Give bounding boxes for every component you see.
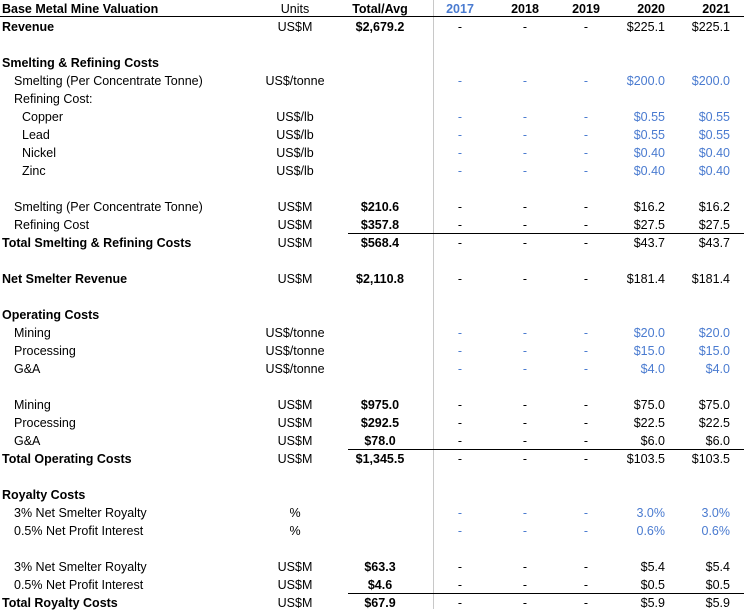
year-cell-2019[interactable]: - <box>583 146 589 160</box>
year-cell-2017[interactable]: - <box>457 524 463 538</box>
year-cell-2017[interactable]: - <box>457 560 463 574</box>
year-cell-2018[interactable]: - <box>522 272 528 286</box>
units-cell[interactable]: US$/tonne <box>265 362 325 376</box>
year-cell-2018[interactable]: - <box>522 146 528 160</box>
row-label[interactable]: Lead <box>22 128 50 142</box>
year-cell-2017[interactable] <box>420 90 500 108</box>
year-cell-2017[interactable] <box>420 306 500 324</box>
year-cell-2020[interactable] <box>600 90 665 108</box>
year-cell-2017[interactable]: - <box>457 416 463 430</box>
year-cell-2017[interactable]: - <box>457 326 463 340</box>
total-cell[interactable] <box>340 108 420 126</box>
total-cell[interactable] <box>340 306 420 324</box>
year-cell-2021[interactable] <box>665 90 730 108</box>
units-header[interactable]: Units <box>280 2 310 16</box>
year-cell-2017[interactable]: - <box>457 128 463 142</box>
year-cell-2020[interactable] <box>600 306 665 324</box>
year-cell-2020[interactable]: $6.0 <box>640 434 665 448</box>
year-cell-2017[interactable]: - <box>457 362 463 376</box>
year-cell-2019[interactable]: - <box>583 218 589 232</box>
row-label[interactable]: 3% Net Smelter Royalty <box>14 560 147 574</box>
year-cell-2018[interactable]: - <box>522 236 528 250</box>
year-cell-2021[interactable]: 3.0% <box>701 506 730 520</box>
row-label[interactable]: Smelting (Per Concentrate Tonne) <box>14 74 203 88</box>
year-cell-2017[interactable]: - <box>457 344 463 358</box>
units-cell[interactable]: US$M <box>277 416 313 430</box>
units-cell[interactable]: US$M <box>277 452 313 466</box>
year-cell-2020[interactable]: $200.0 <box>626 74 665 88</box>
year-cell-2021[interactable]: $5.9 <box>705 596 730 610</box>
year-cell-2017[interactable]: - <box>457 146 463 160</box>
year-cell-2019[interactable]: - <box>583 362 589 376</box>
year-cell-2021[interactable]: 0.6% <box>701 524 730 538</box>
total-cell[interactable]: $975.0 <box>360 398 400 412</box>
year-cell-2018[interactable]: - <box>522 344 528 358</box>
year-cell-2019[interactable]: - <box>583 326 589 340</box>
total-cell[interactable]: $78.0 <box>364 434 396 448</box>
row-label[interactable]: 0.5% Net Profit Interest <box>14 524 144 538</box>
total-header[interactable]: Total/Avg <box>352 2 408 16</box>
year-cell-2018[interactable]: - <box>522 20 528 34</box>
table-row <box>0 90 744 108</box>
year-cell-2018[interactable]: - <box>522 164 528 178</box>
table-row <box>0 360 744 378</box>
year-cell-2019[interactable]: - <box>583 398 589 412</box>
year-cell-2020[interactable]: $0.55 <box>633 110 665 124</box>
row-label[interactable]: 0.5% Net Profit Interest <box>14 578 144 592</box>
year-cell-2020[interactable]: $20.0 <box>633 326 665 340</box>
year-cell-2020[interactable]: $0.55 <box>633 128 665 142</box>
year-cell-2017[interactable]: - <box>457 272 463 286</box>
units-cell[interactable]: US$/lb <box>276 110 314 124</box>
year-cell-2017[interactable]: - <box>457 20 463 34</box>
year-cell-2021[interactable]: $27.5 <box>698 218 730 232</box>
year-cell-2019[interactable]: - <box>583 20 589 34</box>
total-cell[interactable] <box>340 342 420 360</box>
year-cell-2021[interactable]: $103.5 <box>691 452 730 466</box>
year-cell-2021[interactable]: $0.55 <box>698 128 730 142</box>
year-header-2021[interactable]: 2021 <box>702 2 730 16</box>
total-cell[interactable]: $63.3 <box>364 560 396 574</box>
units-cell[interactable]: US$/lb <box>276 146 314 160</box>
year-cell-2017[interactable]: - <box>457 452 463 466</box>
table-row <box>0 414 744 432</box>
row-label[interactable]: Mining <box>14 398 51 412</box>
units-cell[interactable]: US$M <box>277 560 313 574</box>
year-cell-2021[interactable] <box>665 54 730 72</box>
year-cell-2020[interactable]: $22.5 <box>633 416 665 430</box>
row-label[interactable]: Processing <box>14 416 76 430</box>
year-cell-2018[interactable]: - <box>522 452 528 466</box>
row-label[interactable]: Total Royalty Costs <box>2 596 118 610</box>
table-row <box>0 324 744 342</box>
year-cell-2018[interactable]: - <box>522 110 528 124</box>
row-label[interactable]: Total Operating Costs <box>2 452 132 466</box>
table-row <box>0 234 744 252</box>
units-cell[interactable]: US$M <box>277 596 313 610</box>
table-row <box>0 270 744 288</box>
year-cell-2021[interactable]: $75.0 <box>698 398 730 412</box>
row-label[interactable]: Operating Costs <box>2 308 100 322</box>
year-cell-2019[interactable]: - <box>583 164 589 178</box>
year-cell-2020[interactable]: $16.2 <box>633 200 665 214</box>
year-cell-2017[interactable]: - <box>457 398 463 412</box>
year-cell-2018[interactable]: - <box>522 128 528 142</box>
row-label[interactable]: Refining Cost <box>14 218 90 232</box>
year-cell-2019[interactable]: - <box>583 110 589 124</box>
year-cell-2020[interactable]: 3.0% <box>636 506 665 520</box>
total-cell[interactable] <box>340 54 420 72</box>
year-cell-2019[interactable]: - <box>583 344 589 358</box>
table-row <box>0 54 744 72</box>
total-cell[interactable] <box>340 90 420 108</box>
year-cell-2017[interactable]: - <box>457 164 463 178</box>
year-cell-2019[interactable]: - <box>583 128 589 142</box>
year-cell-2018[interactable]: - <box>522 560 528 574</box>
year-cell-2021[interactable]: $16.2 <box>698 200 730 214</box>
year-cell-2017[interactable] <box>420 486 500 504</box>
year-cell-2021[interactable]: $15.0 <box>698 344 730 358</box>
row-label[interactable]: Processing <box>14 344 76 358</box>
year-cell-2018[interactable]: - <box>522 398 528 412</box>
row-label[interactable]: G&A <box>14 362 41 376</box>
year-cell-2021[interactable]: $0.5 <box>705 578 730 592</box>
total-cell[interactable]: $210.6 <box>360 200 400 214</box>
row-label[interactable]: G&A <box>14 434 41 448</box>
year-cell-2018[interactable]: - <box>522 434 528 448</box>
table-row <box>0 396 744 414</box>
units-cell[interactable]: US$/lb <box>276 128 314 142</box>
units-cell[interactable] <box>250 54 340 72</box>
year-cell-2019[interactable]: - <box>583 524 589 538</box>
table-row <box>0 432 744 450</box>
total-cell[interactable] <box>340 486 420 504</box>
year-cell-2020[interactable]: $5.9 <box>640 596 665 610</box>
total-cell[interactable] <box>340 144 420 162</box>
units-cell[interactable]: % <box>289 506 301 520</box>
units-cell[interactable] <box>250 306 340 324</box>
year-cell-2020[interactable]: $181.4 <box>626 272 665 286</box>
year-header-2019[interactable]: 2019 <box>572 2 600 16</box>
row-label[interactable]: Total Smelting & Refining Costs <box>2 236 192 250</box>
year-cell-2020[interactable]: $225.1 <box>626 20 665 34</box>
year-cell-2018[interactable]: - <box>522 218 528 232</box>
total-cell[interactable] <box>340 162 420 180</box>
row-label[interactable]: Refining Cost: <box>14 92 93 106</box>
year-cell-2019[interactable]: - <box>583 452 589 466</box>
total-cell[interactable]: $1,345.5 <box>355 452 405 466</box>
units-cell[interactable] <box>250 486 340 504</box>
year-cell-2020[interactable] <box>600 54 665 72</box>
total-cell[interactable] <box>340 72 420 90</box>
year-cell-2017[interactable] <box>420 54 500 72</box>
year-cell-2017[interactable]: - <box>457 596 463 610</box>
year-cell-2017[interactable]: - <box>457 218 463 232</box>
table-row <box>0 72 744 90</box>
year-cell-2020[interactable]: $0.5 <box>640 578 665 592</box>
table-row <box>0 216 744 234</box>
total-cell[interactable] <box>340 522 420 540</box>
year-cell-2019[interactable]: - <box>583 200 589 214</box>
row-label[interactable]: Royalty Costs <box>2 488 86 502</box>
table-row <box>0 558 744 576</box>
table-row <box>0 450 744 468</box>
units-cell[interactable] <box>250 90 340 108</box>
total-cell[interactable] <box>340 324 420 342</box>
units-cell[interactable]: US$/tonne <box>265 326 325 340</box>
year-cell-2017[interactable]: - <box>457 74 463 88</box>
year-cell-2019[interactable]: - <box>583 434 589 448</box>
table-row <box>0 486 744 504</box>
table-row <box>0 108 744 126</box>
year-cell-2021[interactable]: $6.0 <box>705 434 730 448</box>
year-cell-2017[interactable]: - <box>457 200 463 214</box>
units-cell[interactable]: % <box>289 524 301 538</box>
year-cell-2018[interactable]: - <box>522 74 528 88</box>
total-cell[interactable]: $67.9 <box>364 596 396 610</box>
year-cell-2021[interactable]: $5.4 <box>705 560 730 574</box>
units-cell[interactable]: US$M <box>277 398 313 412</box>
row-label[interactable]: Mining <box>14 326 51 340</box>
year-cell-2017[interactable]: - <box>457 578 463 592</box>
year-cell-2018[interactable]: - <box>522 200 528 214</box>
row-label[interactable]: Smelting (Per Concentrate Tonne) <box>14 200 203 214</box>
table-row <box>0 126 744 144</box>
year-cell-2019[interactable]: - <box>583 416 589 430</box>
year-cell-2017[interactable]: - <box>457 506 463 520</box>
year-cell-2021[interactable]: $225.1 <box>691 20 730 34</box>
year-cell-2017[interactable]: - <box>457 434 463 448</box>
row-label[interactable]: Net Smelter Revenue <box>2 272 128 286</box>
year-cell-2018[interactable]: - <box>522 326 528 340</box>
year-header-2020[interactable]: 2020 <box>637 2 665 16</box>
header-underline <box>0 16 744 17</box>
table-row <box>0 504 744 522</box>
table-row <box>0 594 744 612</box>
year-cell-2020[interactable]: $4.0 <box>640 362 665 376</box>
units-cell[interactable]: US$M <box>277 434 313 448</box>
year-cell-2017[interactable]: - <box>457 236 463 250</box>
table-row <box>0 522 744 540</box>
units-cell[interactable]: US$M <box>277 218 313 232</box>
units-cell[interactable]: US$/tonne <box>265 344 325 358</box>
total-cell[interactable]: $568.4 <box>360 236 400 250</box>
year-cell-2021[interactable] <box>665 486 730 504</box>
year-cell-2020[interactable]: $75.0 <box>633 398 665 412</box>
row-label[interactable]: 3% Net Smelter Royalty <box>14 506 147 520</box>
units-cell[interactable]: US$/lb <box>276 164 314 178</box>
year-cell-2017[interactable]: - <box>457 110 463 124</box>
total-cell[interactable]: $2,679.2 <box>355 20 405 34</box>
table-row <box>0 18 744 36</box>
total-cell[interactable]: $357.8 <box>360 218 400 232</box>
year-cell-2020[interactable]: $5.4 <box>640 560 665 574</box>
total-cell[interactable]: $2,110.8 <box>356 272 404 286</box>
row-label[interactable]: Copper <box>22 110 63 124</box>
units-cell[interactable]: US$M <box>277 578 313 592</box>
year-cell-2021[interactable]: $181.4 <box>691 272 730 286</box>
units-cell[interactable]: US$M <box>277 236 313 250</box>
year-cell-2021[interactable]: $0.40 <box>698 164 730 178</box>
total-cell[interactable]: $292.5 <box>360 416 400 430</box>
year-cell-2019[interactable]: - <box>583 578 589 592</box>
total-cell[interactable]: $4.6 <box>367 578 393 592</box>
year-cell-2018[interactable]: - <box>522 362 528 376</box>
year-cell-2021[interactable]: $0.40 <box>698 146 730 160</box>
year-header-2017[interactable]: 2017 <box>446 2 474 16</box>
year-cell-2020[interactable]: $15.0 <box>633 344 665 358</box>
year-cell-2021[interactable] <box>665 306 730 324</box>
year-cell-2019[interactable]: - <box>583 236 589 250</box>
year-cell-2021[interactable]: $4.0 <box>705 362 730 376</box>
year-cell-2021[interactable]: $22.5 <box>698 416 730 430</box>
row-label[interactable]: Nickel <box>22 146 57 160</box>
year-cell-2018[interactable]: - <box>522 524 528 538</box>
year-cell-2021[interactable]: $200.0 <box>691 74 730 88</box>
year-cell-2020[interactable]: $103.5 <box>626 452 665 466</box>
table-row <box>0 162 744 180</box>
sheet-title[interactable]: Base Metal Mine Valuation <box>2 2 159 16</box>
year-cell-2019[interactable]: - <box>583 560 589 574</box>
total-cell[interactable] <box>340 360 420 378</box>
units-cell[interactable]: US$M <box>277 200 313 214</box>
year-cell-2019[interactable]: - <box>583 74 589 88</box>
row-label[interactable]: Zinc <box>22 164 46 178</box>
units-cell[interactable]: US$M <box>277 272 313 286</box>
year-cell-2021[interactable]: $43.7 <box>698 236 730 250</box>
units-cell[interactable]: US$/tonne <box>265 74 325 88</box>
total-cell[interactable] <box>340 504 420 522</box>
table-row <box>0 144 744 162</box>
year-header-2018[interactable]: 2018 <box>511 2 539 16</box>
year-cell-2019[interactable]: - <box>583 506 589 520</box>
year-cell-2020[interactable]: $27.5 <box>633 218 665 232</box>
table-row <box>0 306 744 324</box>
year-cell-2021[interactable]: $20.0 <box>698 326 730 340</box>
year-cell-2019[interactable]: - <box>583 596 589 610</box>
year-cell-2018[interactable]: - <box>522 416 528 430</box>
table-row <box>0 342 744 360</box>
row-label[interactable]: Revenue <box>2 20 55 34</box>
table-row <box>0 576 744 594</box>
year-cell-2018[interactable]: - <box>522 596 528 610</box>
row-label[interactable]: Smelting & Refining Costs <box>2 56 159 70</box>
year-cell-2021[interactable]: $0.55 <box>698 110 730 124</box>
table-row <box>0 198 744 216</box>
year-cell-2020[interactable]: $0.40 <box>633 164 665 178</box>
units-cell[interactable]: US$M <box>277 20 313 34</box>
year-cell-2020[interactable] <box>600 486 665 504</box>
year-cell-2020[interactable]: $0.40 <box>633 146 665 160</box>
total-cell[interactable] <box>340 126 420 144</box>
year-cell-2018[interactable]: - <box>522 506 528 520</box>
year-cell-2018[interactable]: - <box>522 578 528 592</box>
year-cell-2020[interactable]: $43.7 <box>633 236 665 250</box>
year-cell-2020[interactable]: 0.6% <box>636 524 665 538</box>
year-cell-2019[interactable]: - <box>583 272 589 286</box>
